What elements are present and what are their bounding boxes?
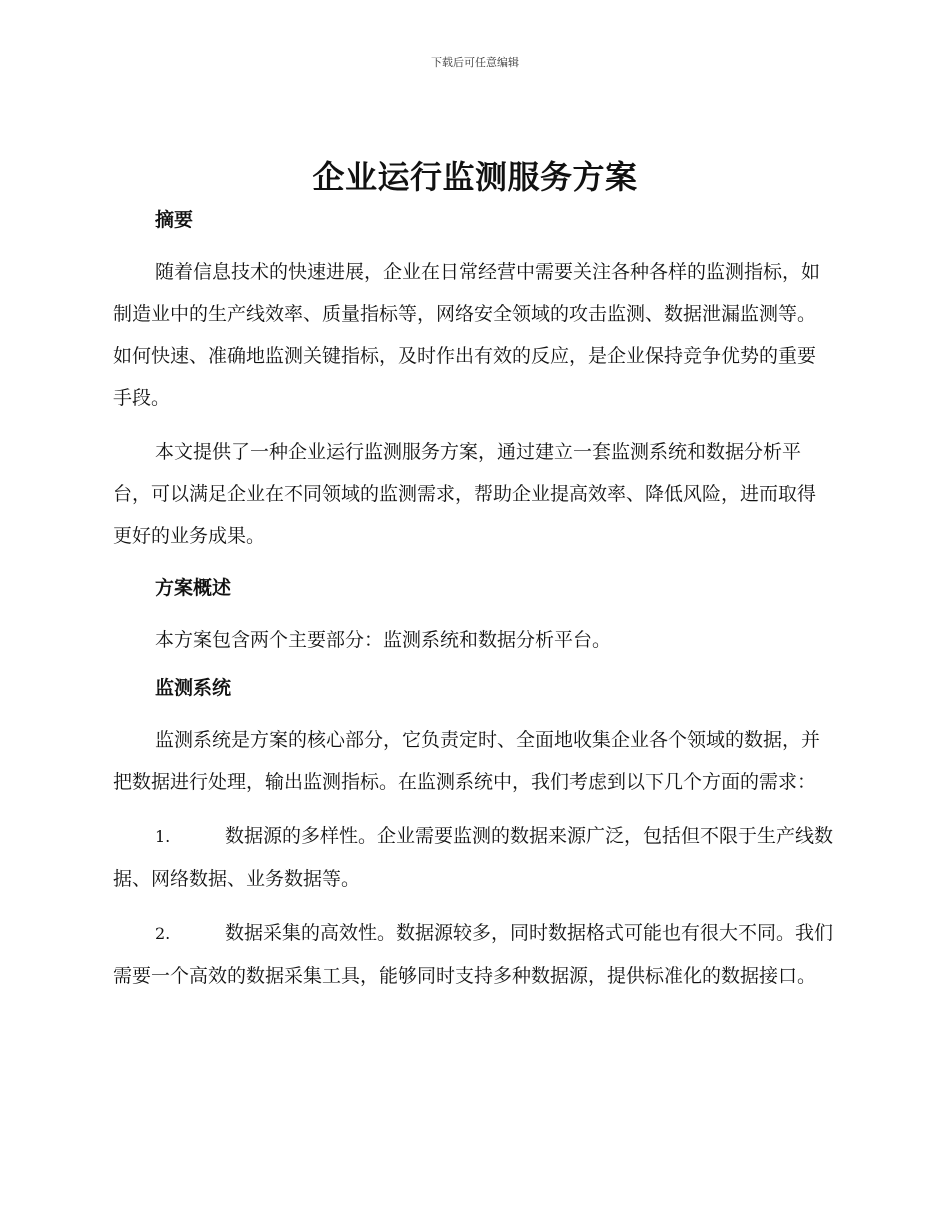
document-body: [113, 205, 833, 997]
list-item-text: 数据源的多样性。企业需要监测的数据来源广泛，包括但不限于生产线数据、网络数据、业务数据等。: [113, 825, 834, 890]
list-item-number: 1.: [155, 827, 171, 846]
monitor-paragraph-1: 监测系统是方案的核心部分，它负责定时、全面地收集企业各个领域的数据，并把数据进行处理，输出监测指标。在监测系统中，我们考虑到以下几个方面的需求：: [113, 729, 821, 793]
section-heading-overview: 方案概述: [155, 577, 232, 599]
document-title: 企业运行监测服务方案: [312, 158, 638, 196]
abstract-paragraph-1: 随着信息技术的快速进展，企业在日常经营中需要关注各种各样的监测指标，如制造业中的生产线效率、质量指标等，网络安全领域的攻击监测、数据泄漏监测等。如何快速、准确地监测关键指标，及时作出有效的反应，是企业保持竞争优势的重要手段。: [113, 261, 821, 409]
list-item-number: 2.: [155, 924, 171, 943]
list-item: [113, 912, 833, 997]
list-item: [113, 815, 833, 900]
section-heading-monitor: 监测系统: [155, 677, 232, 699]
abstract-paragraph-2: 本文提供了一种企业运行监测服务方案，通过建立一套监测系统和数据分析平台，可以满足企业在不同领域的监测需求，帮助企业提高效率、降低风险，进而取得更好的业务成果。: [113, 441, 817, 547]
list-item-text: 数据采集的高效性。数据源较多，同时数据格式可能也有很大不同。我们需要一个高效的数据采集工具，能够同时支持多种数据源，提供标准化的数据接口。: [113, 922, 834, 987]
page-header-note: 下载后可任意编辑: [431, 56, 519, 69]
overview-paragraph-1: 本方案包含两个主要部分：监测系统和数据分析平台。: [155, 629, 612, 651]
section-heading-abstract: 摘要: [155, 209, 194, 231]
